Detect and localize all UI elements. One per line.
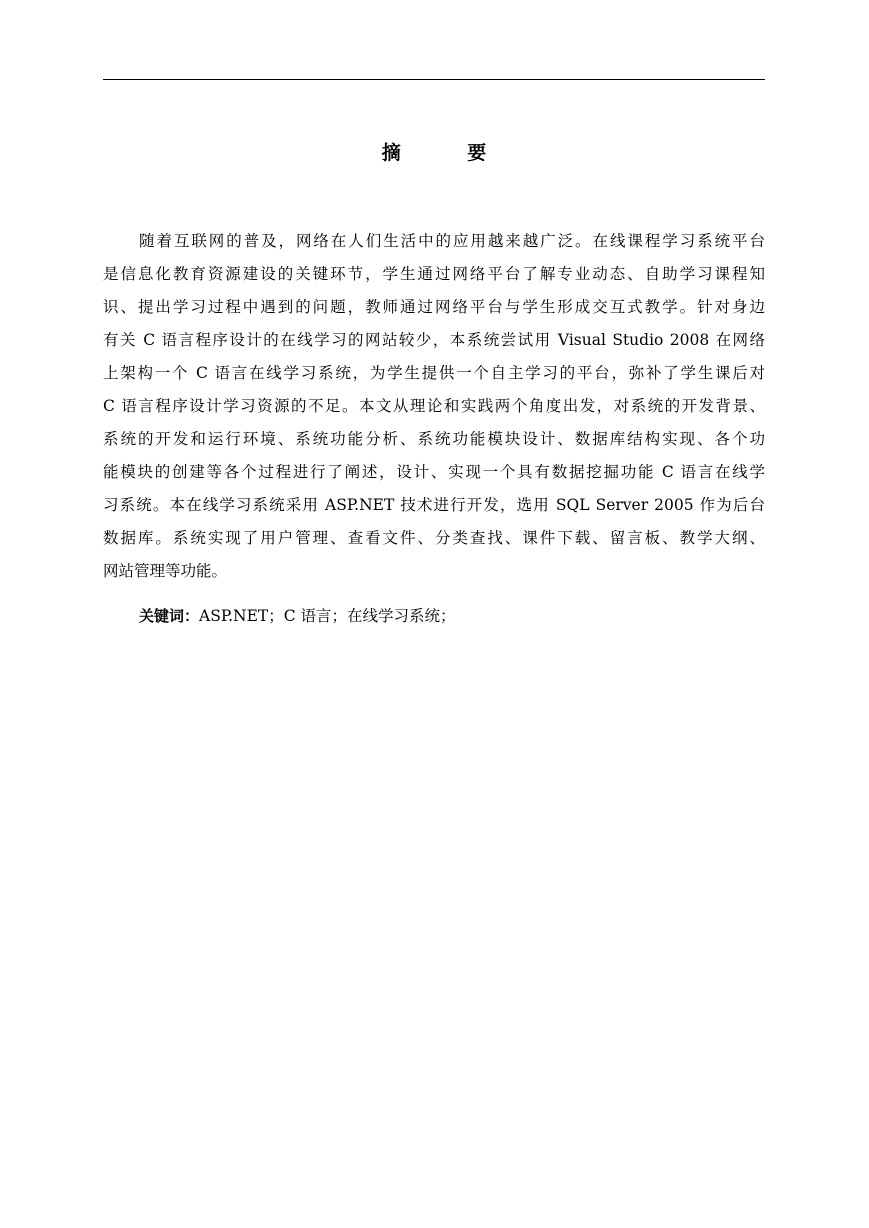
abstract-line-9: 习系统。本在线学习系统采用 ASP.NET 技术进行开发，选用 SQL Server 2005 作为后台: [103, 496, 765, 514]
abstract-title: 摘 要: [381, 142, 517, 164]
keywords-label: 关键词：: [139, 607, 200, 625]
abstract-line-5: 上架构一个 C 语言在线学习系统，为学生提供一个自主学习的平台，弥补了学生课后对: [103, 364, 765, 382]
abstract-body: [103, 225, 765, 588]
abstract-line-2: 是信息化教育资源建设的关键环节，学生通过网络平台了解专业动态、自助学习课程知: [103, 265, 765, 283]
abstract-line-8: 能模块的创建等各个过程进行了阐述，设计、实现一个具有数据挖掘功能 C 语言在线学: [103, 463, 765, 481]
abstract-line-6: C 语言程序设计学习资源的不足。本文从理论和实践两个角度出发，对系统的开发背景、: [103, 397, 765, 415]
header-rule: [103, 79, 765, 80]
abstract-line-4: 有关 C 语言程序设计的在线学习的网站较少，本系统尝试用 Visual Studio 2008 在网络: [103, 331, 765, 349]
abstract-line-3: 识、提出学习过程中遇到的问题，教师通过网络平台与学生形成交互式教学。针对身边: [103, 298, 765, 316]
abstract-line-1: 随着互联网的普及，网络在人们生活中的应用越来越广泛。在线课程学习系统平台: [139, 232, 765, 250]
abstract-line-11: 网站管理等功能。: [103, 562, 228, 580]
abstract-line-10: 数据库。系统实现了用户管理、查看文件、分类查找、课件下载、留言板、教学大纲、: [103, 529, 765, 547]
abstract-line-7: 系统的开发和运行环境、系统功能分析、系统功能模块设计、数据库结构实现、各个功: [103, 430, 765, 448]
keywords-line: [139, 600, 456, 633]
keywords-value: ASP.NET；C 语言；在线学习系统；: [199, 607, 456, 625]
